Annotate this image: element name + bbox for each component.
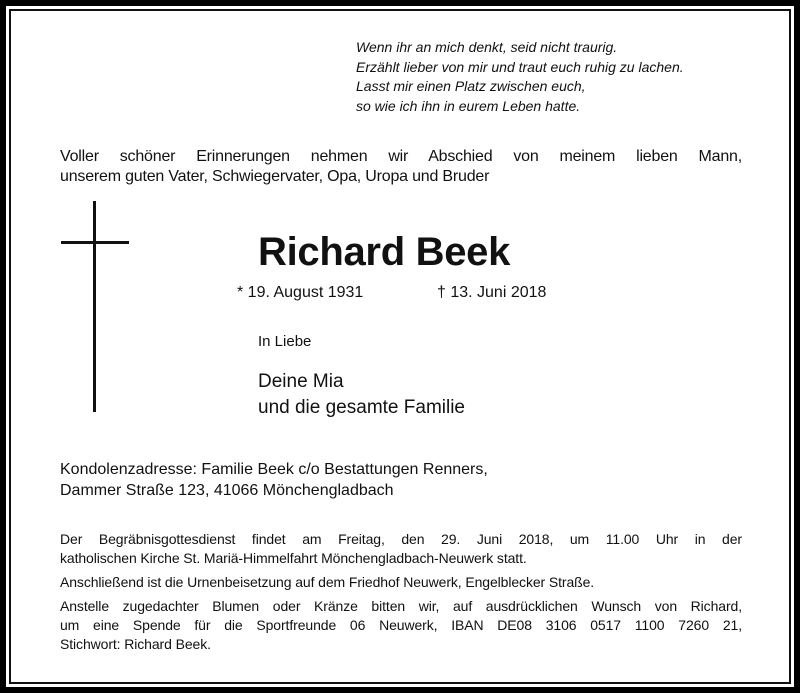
intro-line: Voller schöner Erinnerungen nehmen wir Abschied von meinem lieben Mann, [60, 148, 742, 165]
condolence-address [60, 459, 488, 501]
greeting: In Liebe [258, 333, 312, 350]
poem-line: Wenn ihr an mich denkt, seid nicht traurig. [356, 39, 618, 55]
cross-icon-beam [61, 241, 129, 244]
service-line: Der Begräbnisgottesdienst findet am Freitag, den 29. Juni 2018, um 11.00 Uhr in der [60, 531, 742, 547]
cross-icon [93, 201, 96, 412]
death-date: † 13. Juni 2018 [437, 284, 547, 301]
address-line: Dammer Straße 123, 41066 Mönchengladbach [60, 482, 394, 499]
intro-line: unserem guten Vater, Schwiegervater, Opa, Uropa und Bruder [60, 168, 490, 185]
donation-line: Anstelle zugedachter Blumen oder Kränze bitten wir, auf ausdrücklichen Wunsch von Richard, [60, 598, 742, 614]
mourners [258, 369, 465, 421]
birth-date: * 19. August 1931 [237, 284, 364, 301]
deceased-name: Richard Beek [258, 230, 511, 274]
donation-line: Stichwort: Richard Beek. [60, 636, 211, 652]
burial-line: Anschließend ist die Urnenbeisetzung auf dem Friedhof Neuwerk, Engelblecker Straße. [60, 574, 595, 590]
poem-line: so wie ich ihn in eurem Leben hatte. [356, 97, 581, 114]
poem [356, 38, 684, 116]
mourner-line: Deine Mia [258, 371, 344, 392]
intro-text [60, 147, 742, 187]
mourner-line: und die gesamte Familie [258, 397, 465, 418]
address-line: Kondolenzadresse: Familie Beek c/o Bestattungen Renners, [60, 461, 488, 478]
funeral-details [60, 525, 742, 659]
service-line: katholischen Kirche St. Mariä-Himmelfahrt Mönchengladbach-Neuwerk statt. [60, 550, 527, 566]
donation-line: um eine Spende für die Sportfreunde 06 Neuwerk, IBAN DE08 3106 0517 1100 7260 21, [60, 617, 742, 633]
poem-line: Erzählt lieber von mir und traut euch ruhig zu lachen. [356, 58, 684, 75]
poem-line: Lasst mir einen Platz zwischen euch, [356, 78, 586, 94]
